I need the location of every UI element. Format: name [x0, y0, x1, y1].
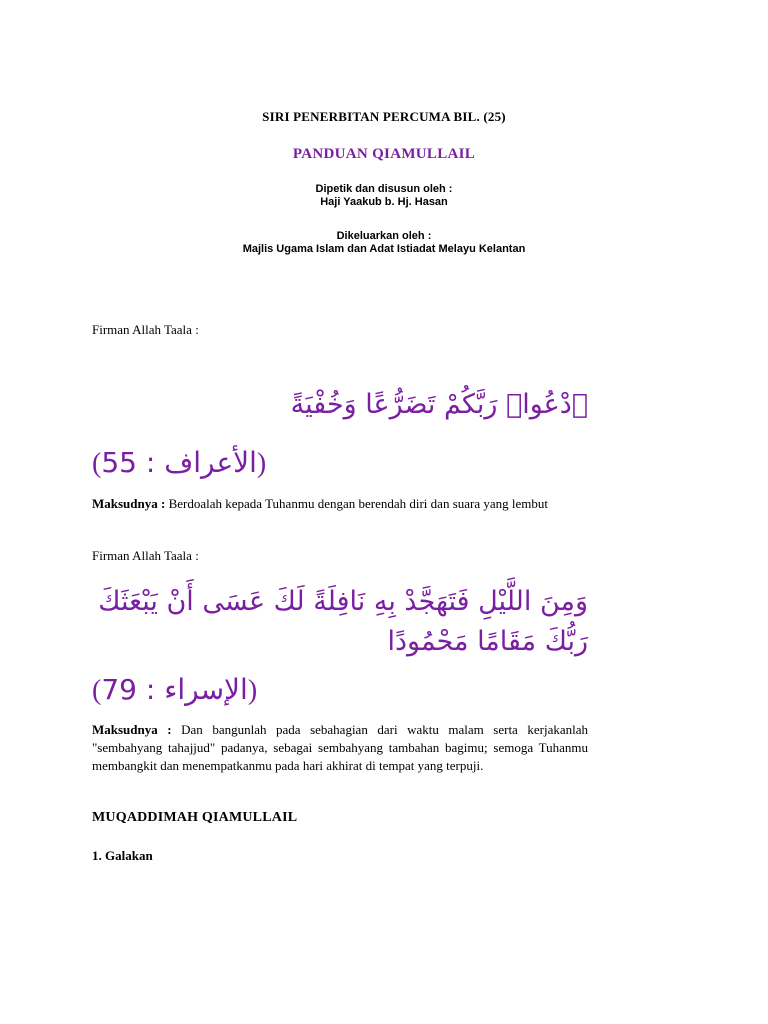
section-heading: MUQADDIMAH QIAMULLAIL [92, 810, 298, 825]
published-by-name: Majlis Ugama Islam dan Adat Istiadat Melayu Kelantan [242, 243, 526, 255]
published-by-label: Dikeluarkan oleh : [336, 230, 432, 242]
verse-1-meaning-label: Maksudnya : [92, 496, 166, 511]
verse-2-number: 79 [101, 673, 137, 706]
verse-1-meaning [92, 495, 588, 513]
document-title: PANDUAN QIAMULLAIL [292, 146, 476, 162]
verse-1-surah-name: الأعراف [164, 446, 257, 479]
section-subheading: 1. Galakan [92, 848, 153, 863]
verse-1-meaning-text: Berdoalah kepada Tuhanmu dengan berendah diri dan suara yang lembut [165, 496, 548, 511]
compiler-block [0, 183, 768, 209]
verse-2-reference: (79 : الإسراء) [92, 673, 258, 706]
verse-2-meaning-text: Dan bangunlah pada sebahagian dari waktu malam serta kerjakanlah "sembahyang tahajjud" padanya, sebagai sembahyang tambahan bagimu; semoga Tuhanmu membangkit dan menempatkanmu pada hari akhirat di tempat yang terpuji. [92, 722, 588, 773]
compiled-by-name: Haji Yaakub b. Hj. Hasan [320, 196, 448, 208]
verse-1-arabic: ٱدْعُوا۟ رَبَّكُمْ تَضَرُّعًا وَخُفْيَةً [290, 389, 588, 420]
verse-1-reference: (55 : الأعراف) [92, 446, 267, 479]
verse-1-intro: Firman Allah Taala : [92, 322, 199, 337]
verse-2-meaning-label: Maksudnya : [92, 722, 172, 737]
compiled-by-label: Dipetik dan disusun oleh : [315, 183, 453, 195]
series-title: SIRI PENERBITAN PERCUMA BIL. (25) [262, 109, 506, 124]
verse-2-meaning [92, 721, 588, 775]
verse-2-intro: Firman Allah Taala : [92, 548, 199, 563]
verse-2-surah-name: الإسراء [164, 673, 248, 706]
verse-1-number: 55 [101, 446, 137, 479]
publisher-block [0, 230, 768, 256]
verse-2-arabic: وَمِنَ اللَّيْلِ فَتَهَجَّدْ بِهِ نَافِلَةً لَكَ عَسَى أَنْ يَبْعَثَكَ رَبُّكَ مَقَامًا مَحْمُودًا [98, 586, 588, 657]
